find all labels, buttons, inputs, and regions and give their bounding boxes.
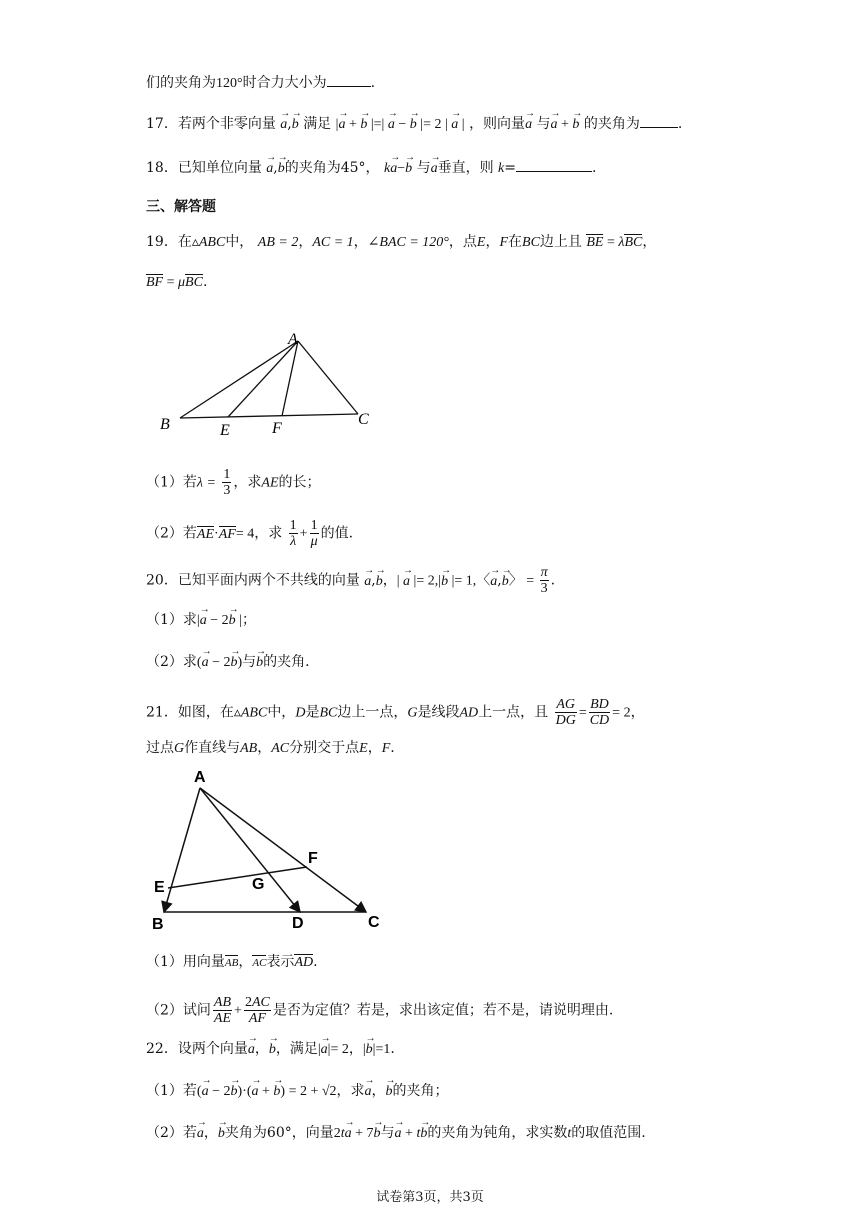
q19-part1: （1）若λ = $\frac{1}{3}$ ，求AE的长；	[146, 467, 321, 498]
q21-line2: 过点G作直线与AB，AC分别交于点E，F.	[146, 740, 395, 756]
q22-part2: （2）若→ a，→ b夹角为60°，向量2t→ a + 7→ b与→ a + t→ b的夹角为钝角，求实数t的取值范围.	[146, 1122, 646, 1144]
answer-blank[interactable]	[327, 72, 371, 87]
label-d: D	[292, 915, 304, 932]
q17: 17．若两个非零向量 → a,→ b 满足 |→ a + → b |=| → a − → b |= 2 | → a | ，则向量→ a 与→ a + → b 的夹角为 .	[146, 113, 682, 135]
label-c: C	[368, 914, 380, 931]
label-b: B	[160, 416, 170, 433]
answer-blank[interactable]	[640, 113, 678, 128]
label-e: E	[220, 422, 230, 439]
q20-part2: （2）求(→ a − 2→ b)与→ b的夹角.	[146, 651, 310, 673]
q19-line1: 19．在▵ABC中， AB = 2，AC = 1，∠BAC = 120°，点E，F在BC边上且 BE = λBC，	[146, 234, 657, 250]
label-g: G	[252, 876, 265, 893]
q16-tail: 们的夹角为120°时合力大小为 .	[146, 72, 375, 94]
q21-part2: （2）试问 $\frac{AB}{AE}$ + $\frac{2AC}{AF}$ 是否为定值？若是，求出该定值；若不是，请说明理由.	[146, 995, 614, 1026]
figure-triangle-abc	[150, 325, 390, 440]
q20: 20．已知平面内两个不共线的向量 → a,→ b，| → a |= 2,|→ b |= 1,〈→ a,→ b〉 = $\frac{\pi}{3}$ .	[146, 565, 555, 596]
label-b: B	[152, 916, 164, 933]
label-f: F	[272, 420, 282, 437]
label-a: A	[194, 769, 206, 786]
q21-line1: 21．如图，在▵ABC中，D是BC边上一点，G是线段AD上一点，且 $\frac{AG}{DG}$ = $\frac{BD}{CD}$ = 2，	[146, 697, 645, 728]
q19-line2: BF = μBC.	[146, 274, 208, 290]
label-f: F	[308, 850, 318, 867]
section-title: 三、解答题	[146, 199, 216, 215]
label-c: C	[358, 411, 369, 428]
page-footer: 试卷第3页，共3页	[376, 1190, 484, 1205]
answer-blank[interactable]	[516, 157, 592, 172]
q21-part1: （1）用向量AB，AC表示AD.	[146, 954, 318, 970]
q19-part2: （2）若AE·AF= 4，求 $\frac{1}{\lambda}$ + $\frac{1}{\mu}$ 的值.	[146, 518, 354, 549]
q22: 22．设两个向量→ a，→ b，满足|→ a|= 2，|→ b|=1.	[146, 1038, 395, 1060]
label-a: A	[288, 331, 298, 348]
q18: 18．已知单位向量 → a,→ b的夹角为45°， k→ a−→ b 与→ a垂直，则 k= .	[146, 157, 596, 179]
label-e: E	[154, 879, 165, 896]
figure-triangle-abc-2	[148, 766, 388, 936]
q22-part1: （1）若(→ a − 2→ b)·(→ a + → b) = 2 + √2，求→ a，→ b的夹角；	[146, 1080, 449, 1102]
q20-part1: （1）求|→ a − 2→ b |；	[146, 609, 256, 631]
